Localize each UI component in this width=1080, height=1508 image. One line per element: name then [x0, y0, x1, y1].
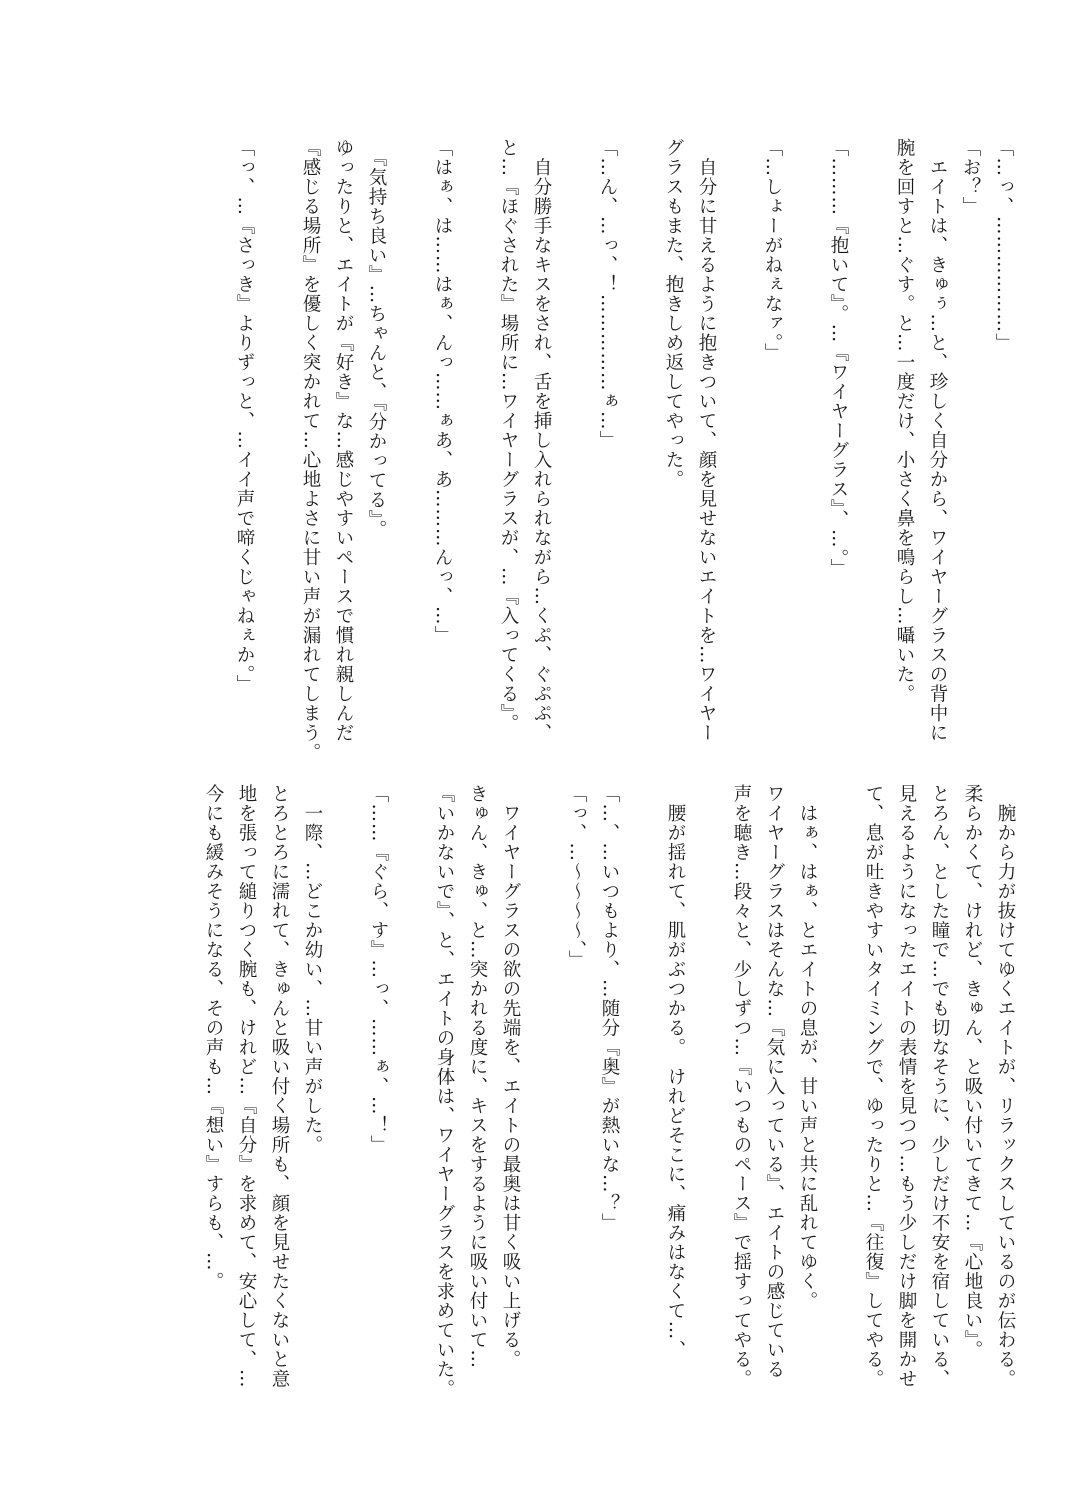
text-line: ワイヤーグラスはそんな…『気に入っている』、エイトの感じている: [764, 784, 785, 1380]
text-line: 見えるようになったエイトの表情を見つつ…もう少しだけ脚を開かせ: [896, 784, 917, 1389]
text-line: [261, 138, 294, 718]
text-line: [393, 138, 426, 718]
text-line: 腕を回すと…ぐす。と…一度だけ、小さく鼻を鳴らし…囁いた。: [894, 138, 915, 704]
text-line: 『感じる場所』を優しく突かれて…心地よさに甘い声が漏れてしまう。: [300, 138, 321, 762]
text-line: とろん、とした瞳で…でも切なそうに、少しだけ不安を宿している、: [929, 784, 950, 1389]
text-line: 『いかないで』、と、エイトの身体は、ワイヤーグラスを求めていた。: [434, 784, 455, 1399]
text-line: て、息が吐きやすいタイミングで、ゆったりと…『往復』してやる。: [863, 784, 884, 1389]
text-line: 「……『ぐら、す』…っ、……ぁ、…！」: [368, 784, 389, 1155]
text-line: 地を張って縋りつく腕も、けれど…『自分』を求めて、安心して、…: [236, 784, 257, 1389]
text-line: 「っ、…『さっき』よりずっと、…イイ声で啼くじゃねぇか。」: [234, 138, 255, 695]
text-line: [395, 784, 428, 1384]
text-line: [624, 138, 657, 718]
text-line: [789, 138, 822, 718]
text-line: エイトは、きゅぅ…と、珍しく自分から、ワイヤーグラスの背中に: [927, 138, 948, 743]
text-line: [527, 784, 560, 1384]
text-line: と…『ほぐされた』場所に…ワイヤーグラスが、…『入ってくる』。: [498, 138, 519, 734]
text-line: 「…っ、………………」: [993, 138, 1014, 353]
text-line: 『気持ち良い』…ちゃんと、『分かってる』。: [366, 138, 387, 540]
text-line: 「っ、…〜〜〜〜、」: [566, 784, 587, 970]
text-line: 「はぁ、は……はぁ、んっ……ぁあ、あ………んっ、…」: [432, 138, 453, 645]
text-line: グラスもまた、抱きしめ返してやった。: [663, 138, 684, 489]
text-line: 「…ん、…っ、！……………ぁ…」: [597, 138, 618, 450]
text-line: [824, 784, 857, 1384]
text-line: [723, 138, 756, 718]
text-block-top: [200, 138, 1020, 762]
text-line: とろとろに濡れて、きゅんと吸い付く場所も、顔を見せたくないと意: [269, 784, 290, 1389]
text-line: 「………『抱いて』。…『ワイヤーグラス』、…。」: [828, 138, 849, 579]
text-line: 声を聴き…段々と、少しずつ…『いつものペース』で揺すってやる。: [731, 784, 752, 1389]
text-line: 今にも緩みそうになる、その声も…『想い』すらも、…。: [203, 784, 224, 1291]
text-line: [459, 138, 492, 718]
text-line: [692, 784, 725, 1384]
text-block-bottom: [142, 784, 1022, 1399]
text-line: きゅん、きゅ、と…突かれる度に、キスをするように吸い付いて…: [467, 784, 488, 1369]
text-line: 自分勝手なキスをされ、舌を挿し入れられながら…くぷ、ぐぷぷ、: [531, 138, 552, 743]
text-line: [558, 138, 591, 718]
text-line: ゆったりと、エイトが『好き』な…感じやすいペースで慣れ親しんだ: [333, 138, 354, 743]
text-line: 「お？」: [960, 138, 981, 216]
text-line: ワイヤーグラスの欲の先端を、エイトの最奥は甘く吸い上げる。: [500, 784, 521, 1369]
text-line: 腰が揺れて、肌がぶつかる。 けれどそこに、痛みはなくて…、: [665, 784, 686, 1360]
text-line: [855, 138, 888, 718]
text-line: はぁ、はぁ、とエイトの息が、甘い声と共に乱れてゆく。: [797, 784, 818, 1311]
text-line: [329, 784, 362, 1384]
text-line: [626, 784, 659, 1384]
text-line: 一際、…どこか幼い、…甘い声がした。: [302, 784, 323, 1155]
text-line: 「…、…いつもより、…随分『奥』が熱いな…？」: [599, 784, 620, 1233]
text-line: 腕から力が抜けてゆくエイトが、リラックスしているのが伝わる。: [995, 784, 1016, 1389]
text-line: 自分に甘えるように抱きついて、顔を見せないエイトを…ワイヤー: [696, 138, 717, 743]
text-line: 柔らかくて、けれど、きゅん、と吸い付いてきて…『心地良い』。: [962, 784, 983, 1360]
text-line: 「…しょーがねぇなァ。」: [762, 138, 783, 363]
